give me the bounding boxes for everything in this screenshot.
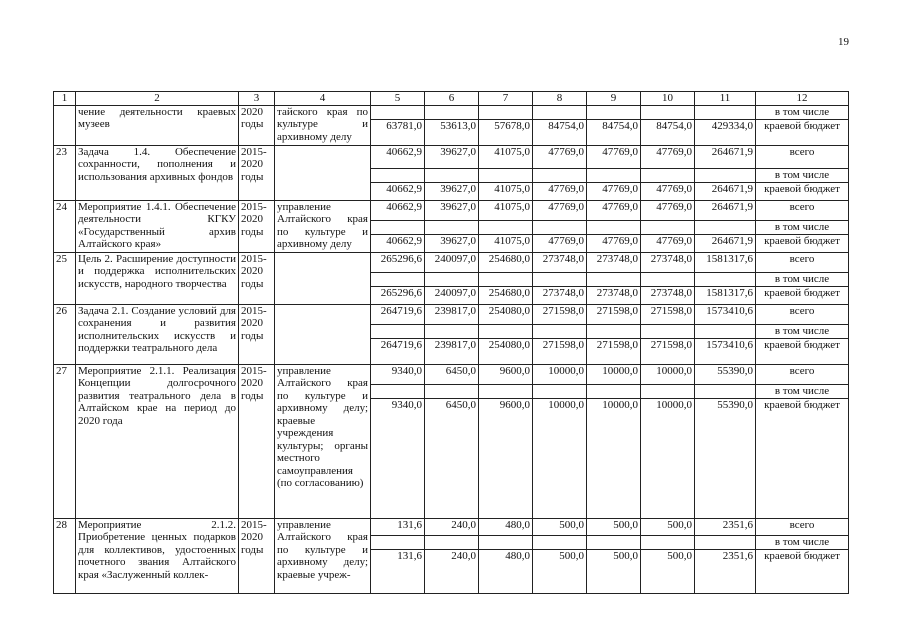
- amount-cell: 47769,0: [641, 200, 695, 220]
- funding-source: краевой бюджет: [756, 549, 849, 593]
- table-row: [54, 105, 849, 119]
- table-row: [54, 518, 849, 535]
- header-cell: 12: [756, 92, 849, 106]
- amount-cell: [371, 168, 425, 182]
- amount-cell: 273748,0: [533, 286, 587, 304]
- amount-cell: 500,0: [641, 518, 695, 535]
- row-years: 2015-2020 годы: [239, 518, 275, 593]
- amount-cell: [479, 324, 533, 338]
- amount-cell: 9340,0: [371, 364, 425, 384]
- amount-cell: [425, 535, 479, 549]
- funding-source: всего: [756, 252, 849, 272]
- amount-cell: [425, 168, 479, 182]
- amount-cell: 9340,0: [371, 398, 425, 518]
- row-number: [54, 105, 76, 145]
- funding-source: в том числе: [756, 384, 849, 398]
- amount-cell: 47769,0: [533, 145, 587, 168]
- amount-cell: 240097,0: [425, 252, 479, 272]
- table-header-row: [54, 92, 849, 106]
- amount-cell: 84754,0: [641, 119, 695, 145]
- header-cell: 5: [371, 92, 425, 106]
- amount-cell: [641, 105, 695, 119]
- amount-cell: 429334,0: [695, 119, 756, 145]
- row-description: Задача 2.1. Создание условий для сохранения и развития исполнительских искусств и поддержки театрального дела: [76, 304, 239, 364]
- row-executor: управление Алтайского края по культуре и архивному делу; краевые учреж-: [275, 518, 371, 593]
- amount-cell: 2351,6: [695, 518, 756, 535]
- amount-cell: 264719,6: [371, 338, 425, 364]
- amount-cell: 84754,0: [533, 119, 587, 145]
- funding-source: в том числе: [756, 220, 849, 234]
- amount-cell: [587, 272, 641, 286]
- amount-cell: [425, 272, 479, 286]
- funding-source: всего: [756, 200, 849, 220]
- amount-cell: 47769,0: [587, 234, 641, 252]
- amount-cell: 254680,0: [479, 286, 533, 304]
- header-cell: 3: [239, 92, 275, 106]
- amount-cell: [641, 535, 695, 549]
- amount-cell: 47769,0: [533, 200, 587, 220]
- amount-cell: [587, 535, 641, 549]
- funding-source: всего: [756, 518, 849, 535]
- header-cell: 2: [76, 92, 239, 106]
- amount-cell: [695, 220, 756, 234]
- header-cell: 8: [533, 92, 587, 106]
- amount-cell: [695, 105, 756, 119]
- amount-cell: 10000,0: [587, 364, 641, 384]
- amount-cell: 84754,0: [587, 119, 641, 145]
- amount-cell: 1573410,6: [695, 338, 756, 364]
- row-years: 2015-2020 годы: [239, 252, 275, 304]
- amount-cell: 264671,9: [695, 234, 756, 252]
- row-number: 28: [54, 518, 76, 593]
- row-years: 2015-2020 годы: [239, 145, 275, 200]
- row-description: Мероприятие 1.4.1. Обеспечение деятельности КГКУ «Государственный архив Алтайского края»: [76, 200, 239, 252]
- row-description: чение деятельности краевых музеев: [76, 105, 239, 145]
- row-executor: [275, 145, 371, 200]
- table-row: [54, 304, 849, 324]
- amount-cell: [371, 384, 425, 398]
- funding-source: всего: [756, 304, 849, 324]
- amount-cell: [587, 105, 641, 119]
- amount-cell: [533, 105, 587, 119]
- funding-source: краевой бюджет: [756, 398, 849, 518]
- header-cell: 7: [479, 92, 533, 106]
- amount-cell: 9600,0: [479, 398, 533, 518]
- amount-cell: [425, 384, 479, 398]
- amount-cell: [695, 324, 756, 338]
- amount-cell: 273748,0: [587, 286, 641, 304]
- amount-cell: 131,6: [371, 549, 425, 593]
- amount-cell: 53613,0: [425, 119, 479, 145]
- amount-cell: [641, 324, 695, 338]
- funding-source: краевой бюджет: [756, 234, 849, 252]
- amount-cell: 131,6: [371, 518, 425, 535]
- amount-cell: 40662,9: [371, 234, 425, 252]
- amount-cell: 239817,0: [425, 338, 479, 364]
- amount-cell: 273748,0: [533, 252, 587, 272]
- amount-cell: 47769,0: [641, 145, 695, 168]
- amount-cell: 41075,0: [479, 145, 533, 168]
- funding-source: краевой бюджет: [756, 182, 849, 200]
- amount-cell: 271598,0: [533, 338, 587, 364]
- amount-cell: 500,0: [641, 549, 695, 593]
- row-description: Мероприятие 2.1.1. Реализация Концепции долгосрочного развития театрального дела в Алтайском крае на период до 2020 года: [76, 364, 239, 518]
- amount-cell: 40662,9: [371, 182, 425, 200]
- header-cell: 1: [54, 92, 76, 106]
- amount-cell: 273748,0: [587, 252, 641, 272]
- amount-cell: 55390,0: [695, 398, 756, 518]
- amount-cell: 40662,9: [371, 200, 425, 220]
- amount-cell: 480,0: [479, 518, 533, 535]
- amount-cell: 500,0: [587, 549, 641, 593]
- amount-cell: 39627,0: [425, 200, 479, 220]
- row-description: Цель 2. Расширение доступности и поддержка исполнительских искусств, народного творчества: [76, 252, 239, 304]
- amount-cell: 39627,0: [425, 145, 479, 168]
- amount-cell: [533, 535, 587, 549]
- amount-cell: 273748,0: [641, 286, 695, 304]
- header-cell: 10: [641, 92, 695, 106]
- amount-cell: [533, 384, 587, 398]
- amount-cell: [425, 105, 479, 119]
- amount-cell: 254080,0: [479, 338, 533, 364]
- amount-cell: 271598,0: [533, 304, 587, 324]
- amount-cell: [695, 272, 756, 286]
- row-number: 24: [54, 200, 76, 252]
- table-row: [54, 200, 849, 220]
- table-row: [54, 145, 849, 168]
- amount-cell: 240,0: [425, 549, 479, 593]
- table-row: [54, 364, 849, 384]
- amount-cell: 480,0: [479, 549, 533, 593]
- amount-cell: [587, 384, 641, 398]
- amount-cell: 1581317,6: [695, 252, 756, 272]
- row-number: 25: [54, 252, 76, 304]
- amount-cell: 57678,0: [479, 119, 533, 145]
- amount-cell: 271598,0: [587, 338, 641, 364]
- amount-cell: [479, 168, 533, 182]
- amount-cell: 47769,0: [533, 234, 587, 252]
- table-row: [54, 252, 849, 272]
- amount-cell: [533, 220, 587, 234]
- amount-cell: 265296,6: [371, 286, 425, 304]
- amount-cell: 271598,0: [641, 338, 695, 364]
- amount-cell: [479, 272, 533, 286]
- row-executor: тайского края по культуре и архивному делу: [275, 105, 371, 145]
- amount-cell: 63781,0: [371, 119, 425, 145]
- amount-cell: [479, 384, 533, 398]
- amount-cell: 47769,0: [587, 145, 641, 168]
- amount-cell: 264719,6: [371, 304, 425, 324]
- row-description: Задача 1.4. Обеспечение сохранности, пополнения и использования архивных фондов: [76, 145, 239, 200]
- row-years: 2020 годы: [239, 105, 275, 145]
- funding-source: всего: [756, 364, 849, 384]
- header-cell: 9: [587, 92, 641, 106]
- amount-cell: [479, 535, 533, 549]
- amount-cell: 264671,9: [695, 200, 756, 220]
- amount-cell: 9600,0: [479, 364, 533, 384]
- amount-cell: 240,0: [425, 518, 479, 535]
- funding-source: в том числе: [756, 324, 849, 338]
- amount-cell: 1581317,6: [695, 286, 756, 304]
- funding-source: в том числе: [756, 105, 849, 119]
- amount-cell: 10000,0: [533, 364, 587, 384]
- amount-cell: 39627,0: [425, 182, 479, 200]
- amount-cell: 1573410,6: [695, 304, 756, 324]
- amount-cell: [695, 535, 756, 549]
- amount-cell: 240097,0: [425, 286, 479, 304]
- amount-cell: [695, 384, 756, 398]
- amount-cell: 10000,0: [533, 398, 587, 518]
- amount-cell: [371, 272, 425, 286]
- amount-cell: [641, 384, 695, 398]
- amount-cell: 47769,0: [587, 200, 641, 220]
- row-years: 2015-2020 годы: [239, 304, 275, 364]
- amount-cell: 10000,0: [641, 398, 695, 518]
- amount-cell: 47769,0: [641, 234, 695, 252]
- amount-cell: 6450,0: [425, 364, 479, 384]
- amount-cell: 271598,0: [587, 304, 641, 324]
- amount-cell: 10000,0: [641, 364, 695, 384]
- row-number: 26: [54, 304, 76, 364]
- funding-source: в том числе: [756, 535, 849, 549]
- row-executor: [275, 304, 371, 364]
- row-number: 27: [54, 364, 76, 518]
- amount-cell: [587, 324, 641, 338]
- funding-source: всего: [756, 145, 849, 168]
- amount-cell: 10000,0: [587, 398, 641, 518]
- amount-cell: [695, 168, 756, 182]
- amount-cell: [641, 220, 695, 234]
- amount-cell: [641, 272, 695, 286]
- amount-cell: [479, 220, 533, 234]
- amount-cell: [371, 324, 425, 338]
- amount-cell: [587, 220, 641, 234]
- amount-cell: 41075,0: [479, 182, 533, 200]
- row-number: 23: [54, 145, 76, 200]
- amount-cell: 39627,0: [425, 234, 479, 252]
- amount-cell: [533, 168, 587, 182]
- amount-cell: [425, 220, 479, 234]
- funding-source: краевой бюджет: [756, 338, 849, 364]
- amount-cell: 254080,0: [479, 304, 533, 324]
- amount-cell: 239817,0: [425, 304, 479, 324]
- row-description: Мероприятие 2.1.2. Приобретение ценных подарков для коллективов, удостоенных почетного звания Алтайского края «Заслуженный коллек-: [76, 518, 239, 593]
- amount-cell: 6450,0: [425, 398, 479, 518]
- amount-cell: 265296,6: [371, 252, 425, 272]
- row-executor: управление Алтайского края по культуре и архивному делу; краевые учреждения культуры; органы местного самоуправления (по согласованию): [275, 364, 371, 518]
- amount-cell: [371, 535, 425, 549]
- amount-cell: 41075,0: [479, 234, 533, 252]
- budget-table: [53, 91, 849, 594]
- funding-source: в том числе: [756, 168, 849, 182]
- page-number: 19: [838, 36, 849, 48]
- amount-cell: 2351,6: [695, 549, 756, 593]
- amount-cell: [425, 324, 479, 338]
- header-cell: 4: [275, 92, 371, 106]
- funding-source: краевой бюджет: [756, 286, 849, 304]
- amount-cell: [533, 324, 587, 338]
- amount-cell: [479, 105, 533, 119]
- amount-cell: 47769,0: [641, 182, 695, 200]
- amount-cell: 55390,0: [695, 364, 756, 384]
- header-cell: 6: [425, 92, 479, 106]
- row-years: 2015-2020 годы: [239, 364, 275, 518]
- row-executor: управление Алтайского края по культуре и архивному делу: [275, 200, 371, 252]
- amount-cell: 264671,9: [695, 182, 756, 200]
- amount-cell: 500,0: [587, 518, 641, 535]
- row-executor: [275, 252, 371, 304]
- amount-cell: 271598,0: [641, 304, 695, 324]
- amount-cell: [533, 272, 587, 286]
- amount-cell: 41075,0: [479, 200, 533, 220]
- amount-cell: [587, 168, 641, 182]
- amount-cell: [371, 220, 425, 234]
- amount-cell: 254680,0: [479, 252, 533, 272]
- funding-source: краевой бюджет: [756, 119, 849, 145]
- amount-cell: 273748,0: [641, 252, 695, 272]
- amount-cell: 500,0: [533, 549, 587, 593]
- funding-source: в том числе: [756, 272, 849, 286]
- amount-cell: 47769,0: [587, 182, 641, 200]
- amount-cell: 264671,9: [695, 145, 756, 168]
- row-years: 2015-2020 годы: [239, 200, 275, 252]
- amount-cell: 47769,0: [533, 182, 587, 200]
- amount-cell: [641, 168, 695, 182]
- amount-cell: 500,0: [533, 518, 587, 535]
- amount-cell: 40662,9: [371, 145, 425, 168]
- header-cell: 11: [695, 92, 756, 106]
- amount-cell: [371, 105, 425, 119]
